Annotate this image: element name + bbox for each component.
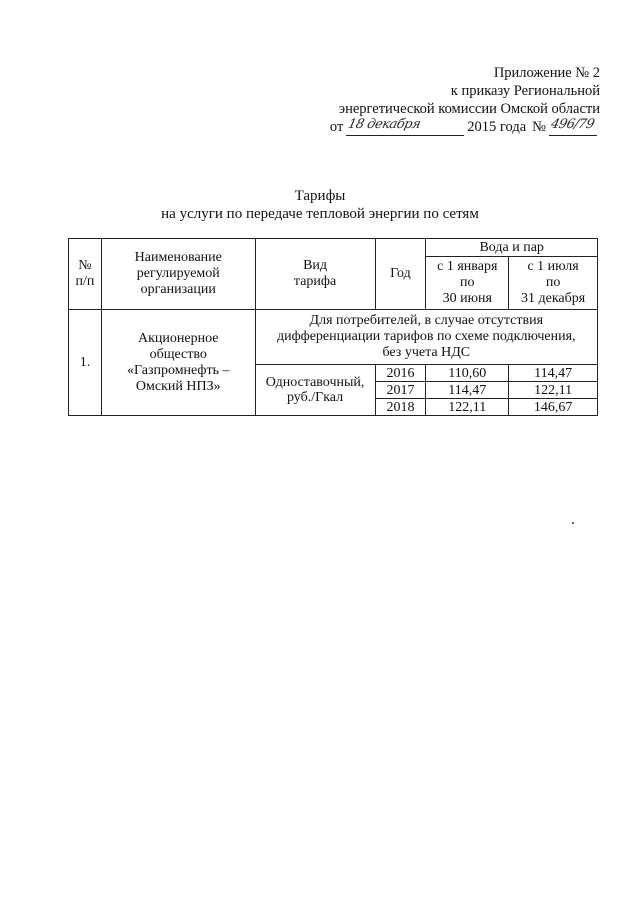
header-num-l2: п/п xyxy=(75,274,95,289)
cell-year: 2016 xyxy=(375,365,426,382)
row-tariff-type xyxy=(255,365,375,416)
cell-period2-value: 146,67 xyxy=(509,399,598,416)
appendix-commission: энергетической комиссии Омской области xyxy=(338,101,600,117)
cell-period1-value: 122,11 xyxy=(426,399,509,416)
header-period2-l2: по xyxy=(545,275,561,290)
order-number-field xyxy=(549,118,597,136)
header-type-l2: тарифа xyxy=(293,274,337,289)
order-line xyxy=(270,118,600,136)
header-num xyxy=(69,239,102,310)
header-period1-l3: 30 июня xyxy=(442,291,492,306)
header-org-l2: регулируемой xyxy=(136,266,220,281)
header-group: Вода и пар xyxy=(426,239,598,257)
order-prefix: от xyxy=(329,119,344,135)
row-note-l2: дифференциации тарифов по схеме подключения, xyxy=(277,329,576,344)
header-num-l1: № xyxy=(78,258,92,273)
cell-period1-value: 114,47 xyxy=(426,382,509,399)
row-note-l1: Для потребителей, в случае отсутствия xyxy=(309,313,544,328)
appendix-header xyxy=(270,64,600,136)
header-period1-l1: с 1 января xyxy=(437,259,498,274)
header-period1-l2: по xyxy=(460,275,475,290)
row-note-l3: без учета НДС xyxy=(382,345,471,360)
table-row xyxy=(69,310,598,365)
header-org-l1: Наименование xyxy=(134,250,222,265)
cell-period2-value: 122,11 xyxy=(509,382,598,399)
cell-period2-value: 114,47 xyxy=(509,365,598,382)
row-org-l4: Омский НПЗ» xyxy=(135,378,221,394)
table-header-row xyxy=(69,239,598,257)
header-period2-l3: 31 декабря xyxy=(520,291,586,306)
order-no-label: № xyxy=(532,119,546,135)
header-org-l3: организации xyxy=(140,282,216,297)
row-org-l1: Акционерное xyxy=(138,330,219,346)
header-period1 xyxy=(426,257,509,310)
cell-year: 2018 xyxy=(375,399,426,416)
appendix-order-ref: к приказу Региональной xyxy=(450,83,600,99)
scan-speck xyxy=(572,522,574,524)
row-tariff-type-l1: Одноставочный, xyxy=(265,375,365,390)
cell-period1-value: 110,60 xyxy=(426,365,509,382)
appendix-number: Приложение № 2 xyxy=(493,65,600,81)
row-org-l2: общество xyxy=(149,346,207,362)
header-year: Год xyxy=(375,239,426,310)
order-date-field xyxy=(346,118,464,136)
doc-subtitle: на услуги по передаче тепловой энергии по сетям xyxy=(161,206,479,222)
order-date-handwritten: 18 декабря xyxy=(346,117,422,132)
header-period2 xyxy=(509,257,598,310)
order-year: 2015 года xyxy=(467,119,527,135)
header-type-l1: Вид xyxy=(303,258,328,273)
row-num: 1. xyxy=(69,310,102,416)
tariff-table xyxy=(68,238,598,416)
doc-title: Тарифы xyxy=(294,188,346,204)
cell-year: 2017 xyxy=(375,382,426,399)
header-period2-l1: с 1 июля xyxy=(527,259,579,274)
row-tariff-type-l2: руб./Гкал xyxy=(286,390,344,405)
row-org-l3: «Газпромнефть – xyxy=(126,362,230,378)
header-org xyxy=(101,239,255,310)
order-number-handwritten: 496/79 xyxy=(549,117,596,132)
header-type xyxy=(255,239,375,310)
row-org xyxy=(101,310,255,416)
row-consumer-note xyxy=(255,310,597,365)
